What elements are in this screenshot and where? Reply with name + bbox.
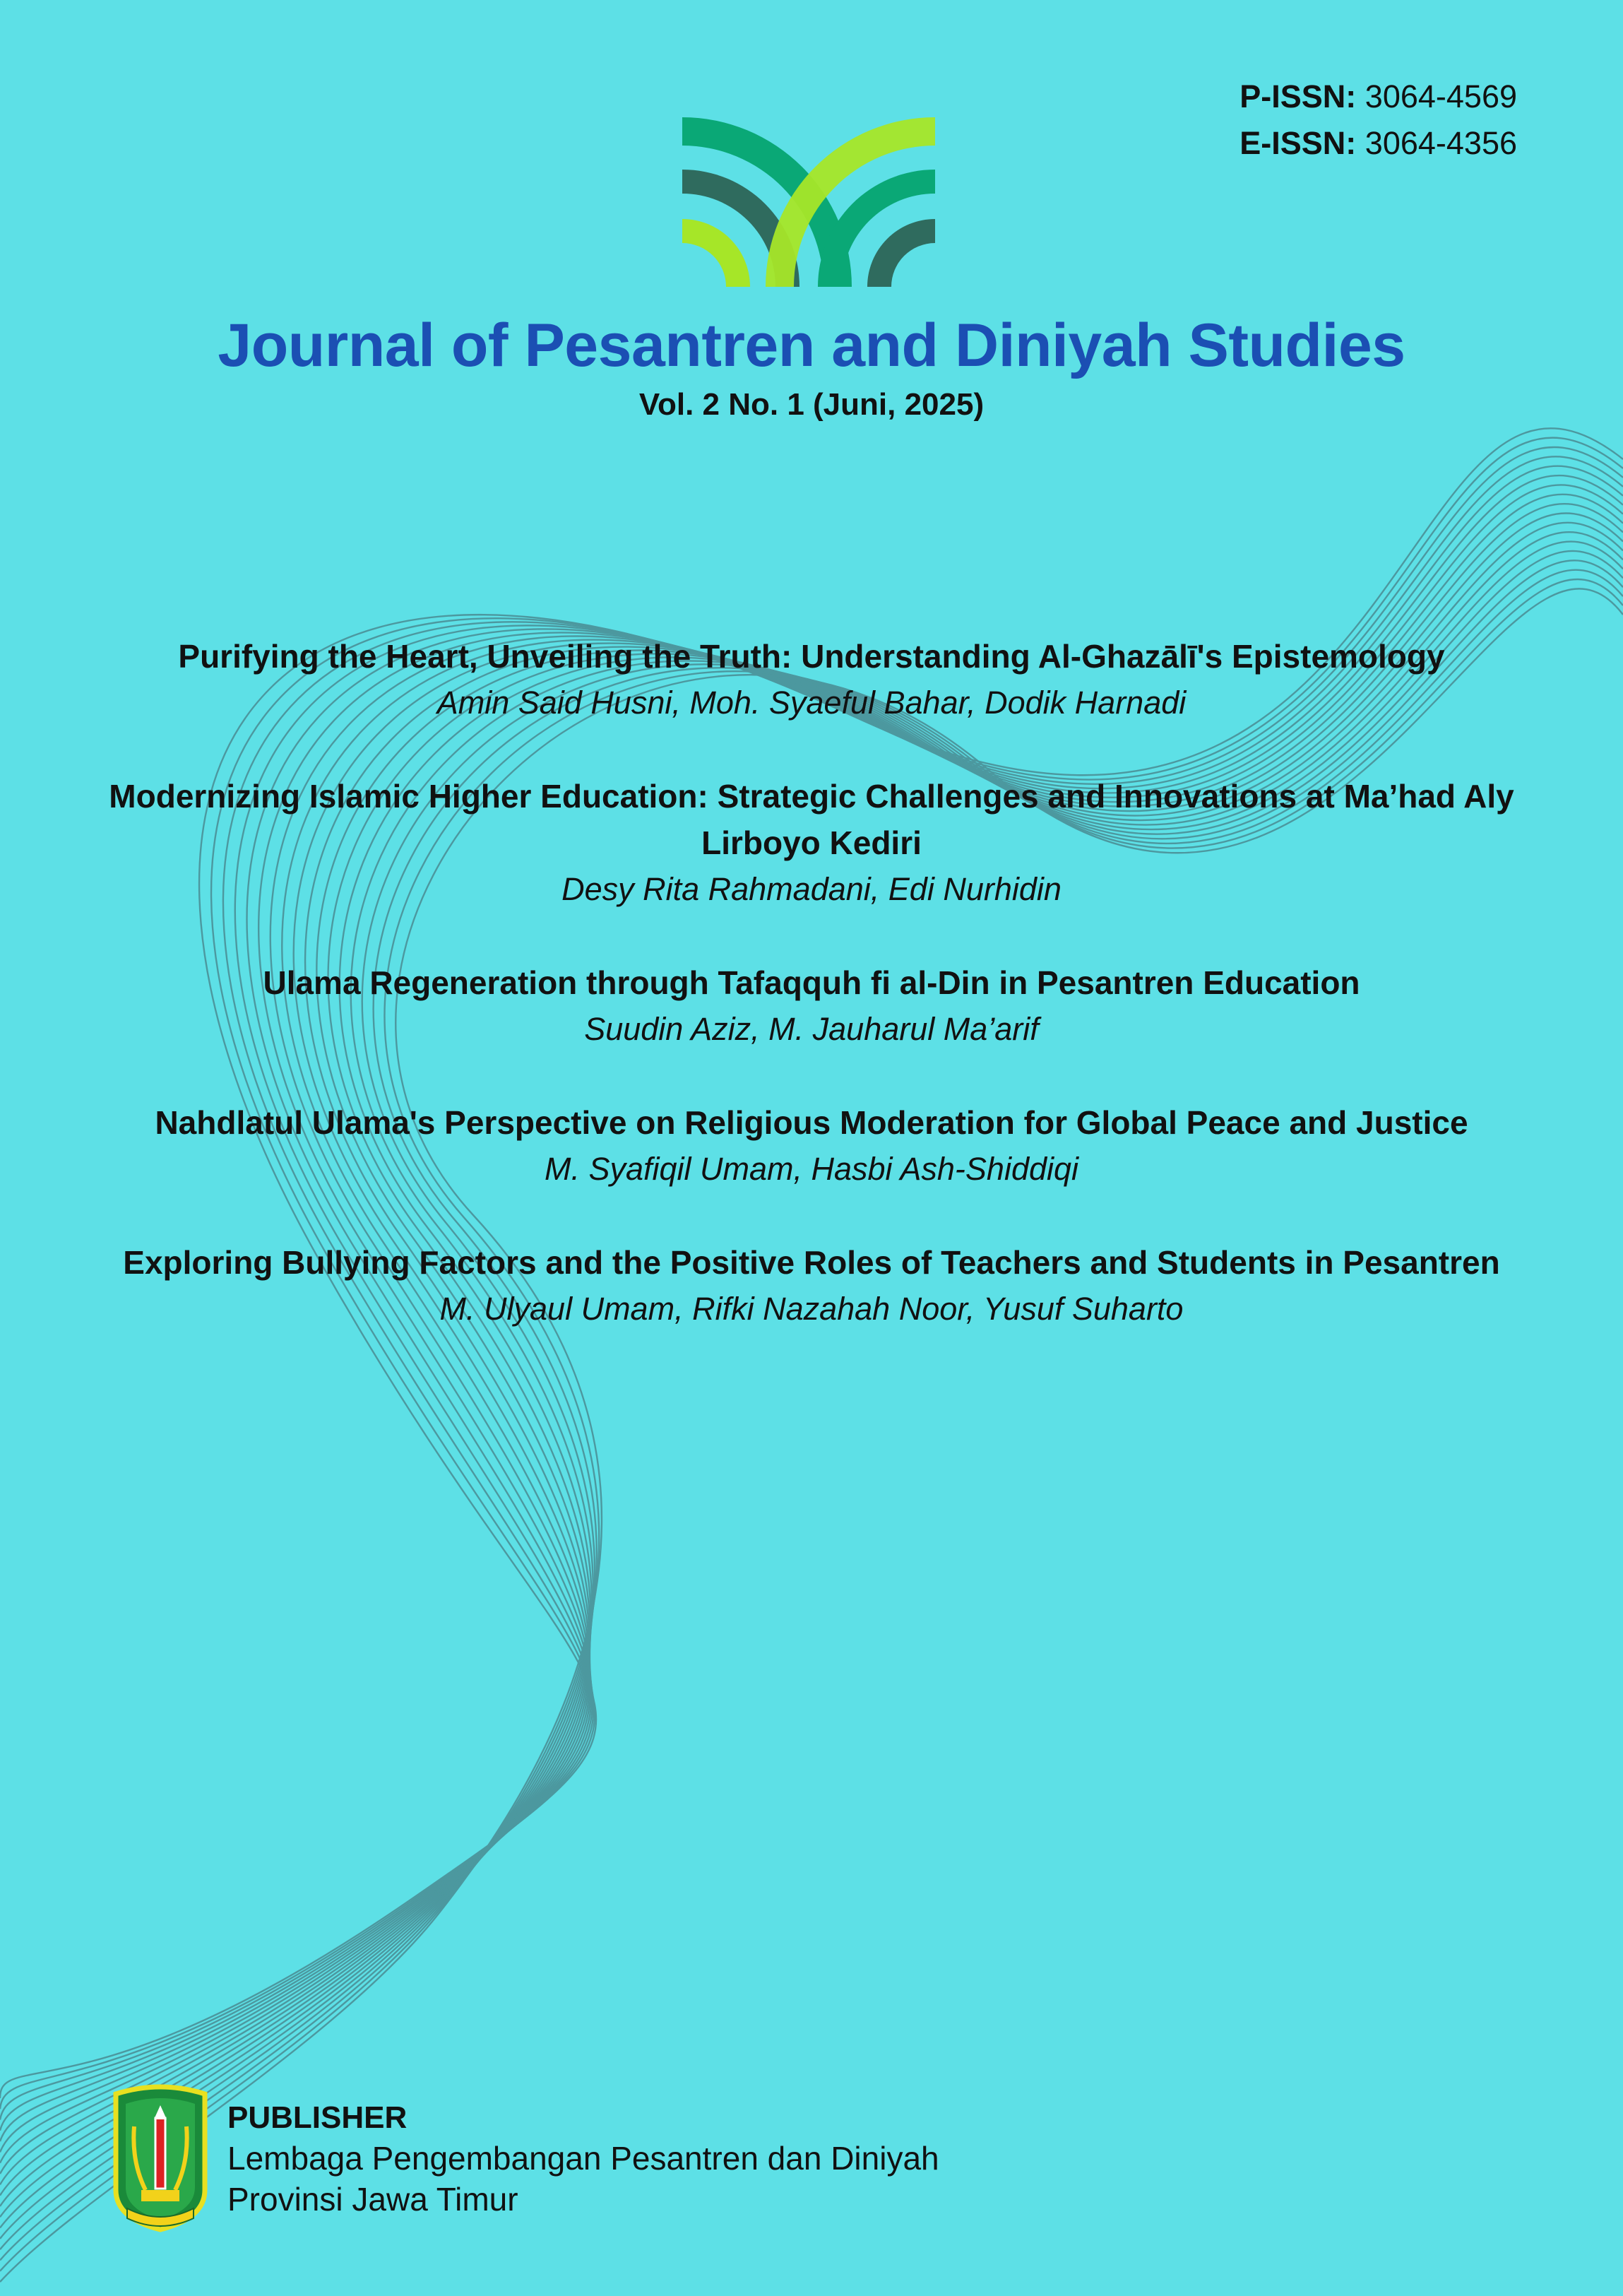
article-authors: M. Syafiqil Umam, Hasbi Ash-Shiddiqi — [544, 1151, 1079, 1187]
article-title: Purifying the Heart, Unveiling the Truth: Understanding Al-Ghazālī's Epistemology — [178, 638, 1445, 675]
province-emblem-icon — [106, 2084, 215, 2234]
journal-title: Journal of Pesantren and Diniyah Studies — [218, 312, 1405, 379]
publisher-name: Lembaga Pengembangan Pesantren dan Diniyah — [227, 2140, 939, 2177]
article-entry — [78, 633, 1545, 726]
table-of-contents — [78, 633, 1545, 1379]
publisher-province: Provinsi Jawa Timur — [227, 2181, 518, 2218]
journal-logo-icon — [678, 113, 939, 294]
article-entry — [78, 959, 1545, 1053]
print-issn-label: P-ISSN: — [1239, 78, 1357, 114]
electronic-issn-value: 3064-4356 — [1365, 125, 1517, 161]
volume-issue: Vol. 2 No. 1 (Juni, 2025) — [638, 387, 985, 422]
article-title: Modernizing Islamic Higher Education: Strategic Challenges and Innovations at Ma’had Aly Lirboyo Kediri — [109, 778, 1514, 861]
print-issn-value: 3064-4569 — [1365, 78, 1517, 114]
article-title: Exploring Bullying Factors and the Positive Roles of Teachers and Students in Pesantren — [123, 1244, 1500, 1281]
article-title: Nahdlatul Ulama's Perspective on Religious Moderation for Global Peace and Justice — [155, 1104, 1468, 1141]
publisher-label: PUBLISHER — [227, 2100, 408, 2135]
article-authors: Suudin Aziz, M. Jauharul Ma’arif — [584, 1011, 1039, 1047]
issn-block — [1093, 73, 1517, 167]
publisher-text — [227, 2098, 1216, 2220]
article-entry — [78, 1239, 1545, 1332]
article-authors: M. Ulyaul Umam, Rifki Nazahah Noor, Yusuf Suharto — [439, 1291, 1184, 1327]
article-entry — [78, 1099, 1545, 1193]
article-authors: Desy Rita Rahmadani, Edi Nurhidin — [561, 871, 1062, 907]
electronic-issn — [1093, 120, 1517, 167]
article-title: Ulama Regeneration through Tafaqquh fi al-Din in Pesantren Education — [263, 964, 1360, 1001]
article-authors: Amin Said Husni, Moh. Syaeful Bahar, Dodik Harnadi — [436, 685, 1187, 721]
print-issn — [1093, 73, 1517, 120]
electronic-issn-label: E-ISSN: — [1239, 125, 1357, 161]
article-entry — [78, 773, 1545, 913]
